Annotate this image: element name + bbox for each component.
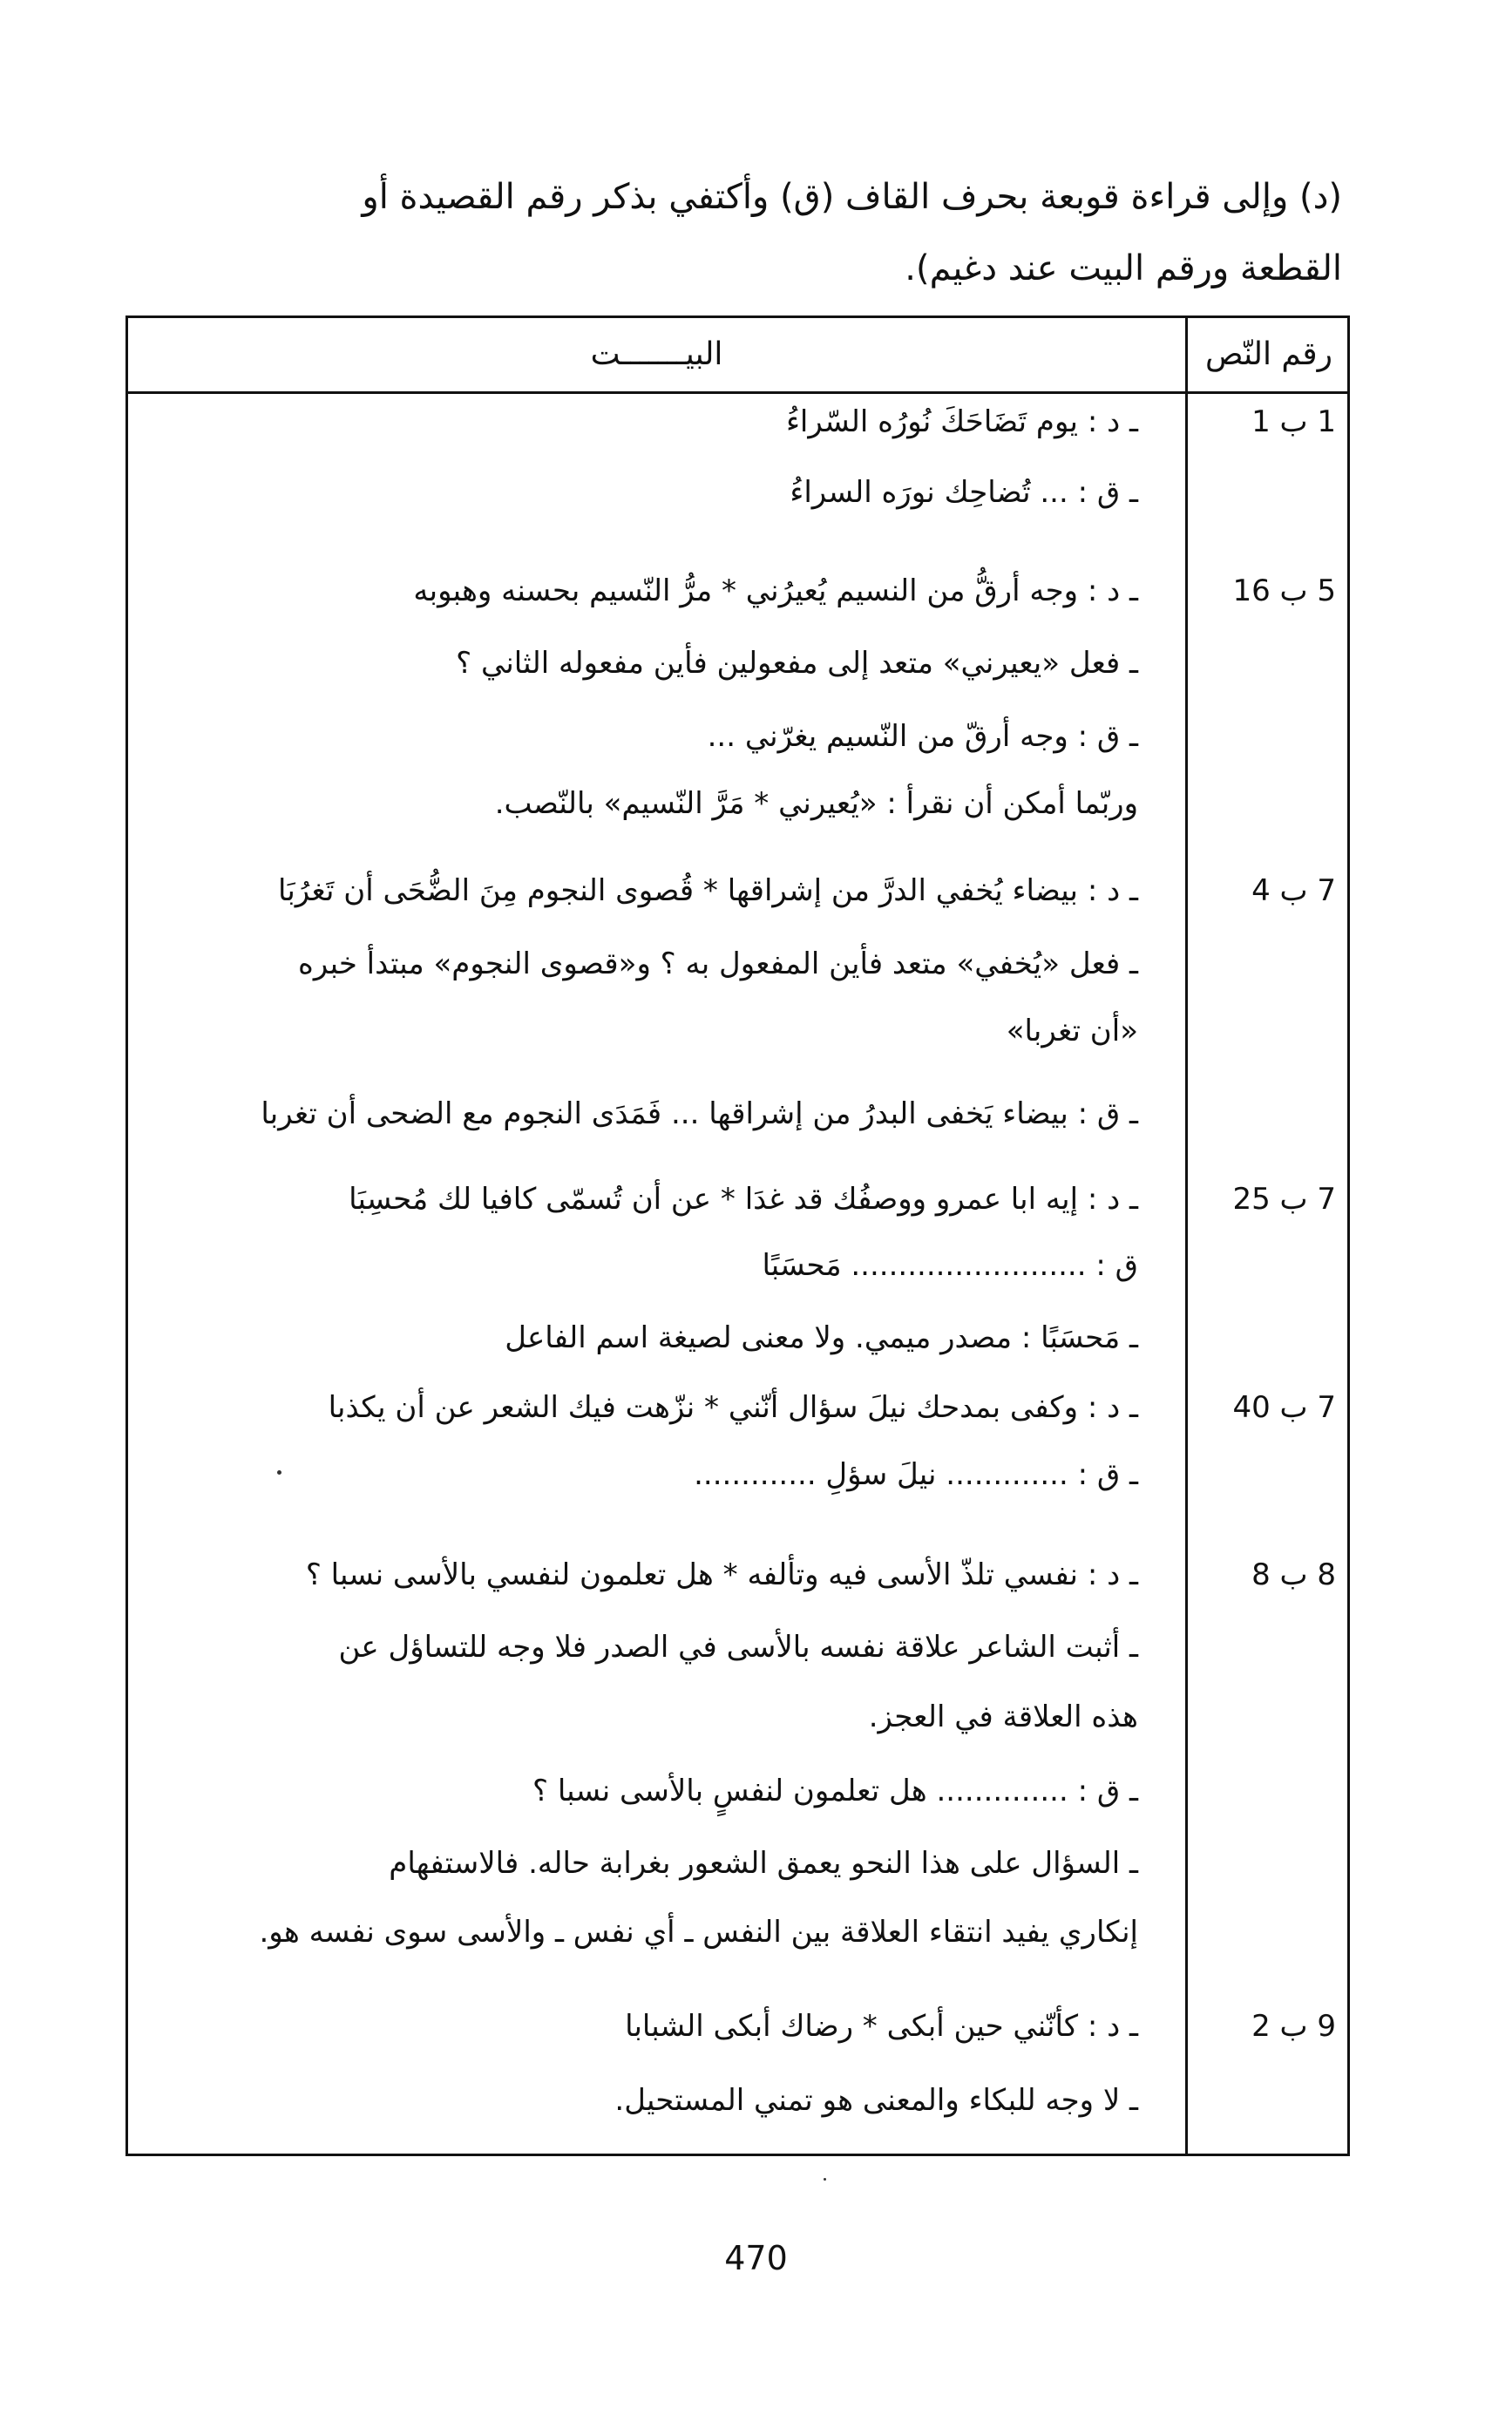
row-number: 7 ب 40 (1232, 1390, 1336, 1425)
verse-line: ـ د : وجه أرقُّ من النسيم يُعيرُني * مرُّ النّسيم بحسنه وهبوبه (413, 573, 1138, 608)
verse-line: ـ ق : وجه أرقّ من النّسيم يغرّني ... (707, 719, 1138, 754)
verse-line: ـ ق : بيضاء يَخفى البدرُ من إشراقها ... فَمَدَى النجوم مع الضحى أن تغربا (261, 1096, 1138, 1131)
row-number: 7 ب 4 (1251, 873, 1336, 908)
verse-line: ـ د : كأنّني حين أبكى * رضاك أبكى الشبابا (625, 2009, 1138, 2044)
row-number: 5 ب 16 (1232, 573, 1336, 608)
verse-line: ـ د : بيضاء يُخفي الدرَّ من إشراقها * قُصوى النجوم مِنَ الضُّحَى أن تَغرُبَا (277, 873, 1138, 908)
page-number: 470 (724, 2239, 788, 2277)
verse-line: هذه العلاقة في العجز. (868, 1699, 1138, 1734)
speck-mark (824, 2178, 826, 2181)
verse-line: ـ لا وجه للبكاء والمعنى هو تمني المستحيل. (614, 2083, 1138, 2118)
header-divider (128, 391, 1347, 394)
row-number: 9 ب 2 (1251, 2009, 1336, 2044)
row-number: 1 ب 1 (1251, 404, 1336, 439)
verse-line: ـ مَحسَبًا : مصدر ميمي. ولا معنى لصيغة اسم الفاعل (505, 1320, 1138, 1355)
verse-line: إنكاري يفيد انتقاء العلاقة بين النفس ـ أي نفس ـ والأسى سوى نفسه هو. (259, 1915, 1138, 1950)
verse-line: ـ ق : ............. نيلَ سؤلِ ............. (694, 1457, 1138, 1492)
verse-line: ـ د : يوم تَضَاحَكَ نُورُه السّراءُ (785, 404, 1138, 439)
intro-line-1: (د) وإلى قراءة قوبعة بحرف القاف (ق) وأكتفي بذكر رقم القصيدة أو (362, 177, 1342, 217)
verse-line: ـ أثبت الشاعر علاقة نفسه بالأسى في الصدر فلا وجه للتساؤل عن (338, 1630, 1138, 1665)
intro-paragraph (129, 161, 1342, 304)
speck-mark (277, 1470, 281, 1475)
header-verse: البيـــــــت (590, 336, 723, 372)
verse-line: ـ د : إيه ابا عمرو ووصفُك قد غدَا * عن أن تُسمّى كافيا لك مُحسِبَا (349, 1182, 1138, 1217)
verse-line: ـ د : نفسي تلذّ الأسى فيه وتألفه * هل تعلمون لنفسي بالأسى نسبا ؟ (305, 1557, 1138, 1592)
header-text-number: رقم النّص (1205, 336, 1332, 372)
verse-line: وربّما أمكن أن نقرأ : «يُعيرني * مَرَّ النّسيم» بالنّصب. (494, 786, 1138, 821)
intro-line-2: القطعة ورقم البيت عند دغيم). (905, 248, 1342, 288)
row-number: 7 ب 25 (1232, 1182, 1336, 1217)
verse-line: ق : ......................... مَحسَبًا (762, 1248, 1138, 1283)
verse-line: ـ فعل «يعيرني» متعد إلى مفعولين فأين مفعوله الثاني ؟ (456, 646, 1138, 681)
verse-line: ـ السؤال على هذا النحو يعمق الشعور بغرابة حاله. فالاستفهام (389, 1846, 1138, 1881)
verse-line: «أن تغربا» (1006, 1014, 1138, 1048)
verse-line: ـ د : وكفى بمدحك نيلَ سؤال أنّني * نزّهت فيك الشعر عن أن يكذبا (328, 1390, 1138, 1425)
row-number: 8 ب 8 (1251, 1557, 1336, 1592)
corrections-table (125, 315, 1350, 2156)
verse-line: ـ ق : .............. هل تعلمون لنفسٍ بالأسى نسبا ؟ (532, 1774, 1138, 1808)
verse-line: ـ فعل «يُخفي» متعد فأين المفعول به ؟ و«قصوى النجوم» مبتدأ خبره (298, 946, 1138, 981)
verse-line: ـ ق : ... تُضاحِك نورَه السراءُ (790, 475, 1138, 510)
